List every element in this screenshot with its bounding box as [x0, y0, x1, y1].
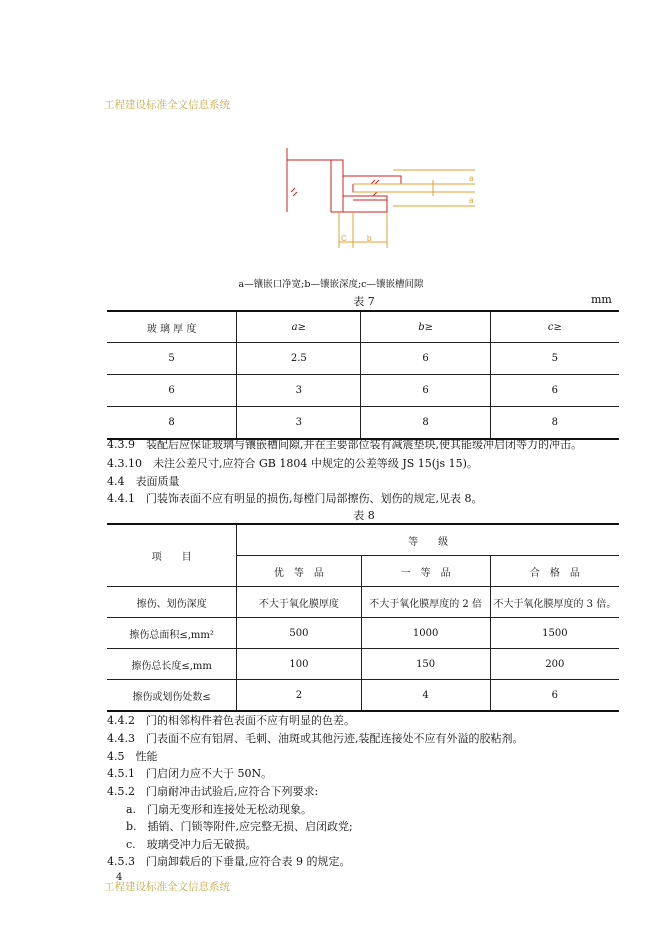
frame-profile	[287, 148, 401, 212]
table-cell: 500	[237, 618, 361, 649]
table-cell: 8	[490, 407, 619, 440]
header-cell: a≥	[237, 311, 361, 343]
table-row	[107, 649, 619, 680]
table-row	[107, 680, 619, 712]
table7-unit: mm	[591, 293, 612, 306]
clause-4-3-10: 4.3.10 未注公差尺寸,应符合 GB 1804 中规定的公差等级 JS 15(js 15)。	[107, 457, 478, 470]
table-row	[107, 407, 619, 440]
clause-4-3-9: 4.3.9 装配后应保证玻璃与镶嵌槽间隙,并在主要部位装有减震垫块,使其能缓冲启闭等力的冲击。	[107, 438, 582, 451]
figure-label-c: C	[341, 234, 347, 243]
table-cell: 6	[361, 375, 490, 407]
table-header-row	[107, 524, 619, 556]
watermark-top: 工程建设标准全文信息系统	[104, 99, 230, 111]
figure-label-a-lower: a	[469, 196, 474, 205]
header-cell: c≥	[490, 311, 619, 343]
table-cell: 擦伤总长度≤,mm	[107, 649, 237, 680]
glazing-section-figure	[283, 140, 483, 260]
clause-4-5-2-b: b. 插销、门锁等附件,应完整无损、启闭政党;	[126, 820, 353, 833]
table-row	[107, 587, 619, 618]
table-cell: 6	[107, 375, 237, 407]
table-cell: 150	[361, 649, 490, 680]
header-cell: b≥	[361, 311, 490, 343]
table-cell: 8	[107, 407, 237, 440]
figure-caption: a—镶嵌口净宽;b—镶嵌深度;c—镶嵌槽间隙	[238, 279, 424, 290]
item-header: 项 目	[107, 524, 237, 587]
table-cell: 8	[361, 407, 490, 440]
table-cell: 5	[490, 343, 619, 375]
table-cell: 6	[490, 680, 619, 712]
clause-4-5-1: 4.5.1 门启闭力应不大于 50N。	[107, 767, 273, 780]
table8	[107, 523, 619, 712]
table-row	[107, 375, 619, 407]
table-cell: 4	[361, 680, 490, 712]
clause-4-4-3: 4.4.3 门表面不应有铝屑、毛刺、油斑或其他污迹,装配连接处不应有外溢的胶粘剂。	[107, 732, 524, 745]
table-cell: 5	[107, 343, 237, 375]
table-cell: 2	[237, 680, 361, 712]
clause-4-5-3: 4.5.3 门扇卸载后的下垂量,应符合表 9 的规定。	[107, 855, 351, 868]
table-row	[107, 618, 619, 649]
table7	[107, 310, 619, 440]
grade-cell: 优 等 品	[237, 556, 361, 587]
clause-4-5-2-a: a. 门扇无变形和连接处无松动现象。	[126, 803, 313, 816]
table-cell: 1500	[490, 618, 619, 649]
table-cell: 6	[490, 375, 619, 407]
table-cell: 擦伤总面积≤,mm²	[107, 618, 237, 649]
clause-4-4-2: 4.4.2 门的相邻构件着色表面不应有明显的色差。	[107, 714, 355, 727]
watermark-bottom: 工程建设标准全文信息系统	[104, 881, 230, 893]
section-4-5: 4.5 性能	[107, 750, 158, 763]
header-cell: 玻 璃 厚 度	[107, 311, 237, 343]
page-number: 4	[116, 872, 123, 883]
table-cell: 200	[490, 649, 619, 680]
table-cell: 不大于氧化膜厚度的 3 倍。	[490, 587, 619, 618]
table-header-row	[107, 311, 619, 343]
table-cell: 1000	[361, 618, 490, 649]
table-cell: 2.5	[237, 343, 361, 375]
clause-4-5-2: 4.5.2 门扇耐冲击试验后,应符合下列要求:	[107, 785, 319, 798]
grade-cell: 一 等 品	[361, 556, 490, 587]
table-cell: 3	[237, 375, 361, 407]
table7-title: 表 7	[353, 295, 375, 308]
table8-title: 表 8	[353, 509, 375, 522]
table-cell: 不大于氧化膜厚度的 2 倍	[361, 587, 490, 618]
grade-header: 等 级	[237, 524, 619, 556]
grade-cell: 合 格 品	[490, 556, 619, 587]
table-cell: 100	[237, 649, 361, 680]
table-cell: 擦伤或划伤处数≤	[107, 680, 237, 712]
clause-4-5-2-c: c. 玻璃受冲力后无破损。	[126, 838, 257, 851]
clause-4-4-1: 4.4.1 门装饰表面不应有明显的损伤,每樘门局部擦伤、划伤的规定,见表 8。	[107, 492, 483, 505]
section-4-4: 4.4 表面质量	[107, 475, 180, 488]
figure-label-a: a	[469, 174, 474, 183]
table-cell: 6	[361, 343, 490, 375]
glass-pane	[339, 170, 475, 248]
table-cell: 不大于氧化膜厚度	[237, 587, 361, 618]
table-cell: 3	[237, 407, 361, 440]
table-cell: 擦伤、划伤深度	[107, 587, 237, 618]
table-row	[107, 343, 619, 375]
figure-label-b: b	[367, 234, 372, 243]
